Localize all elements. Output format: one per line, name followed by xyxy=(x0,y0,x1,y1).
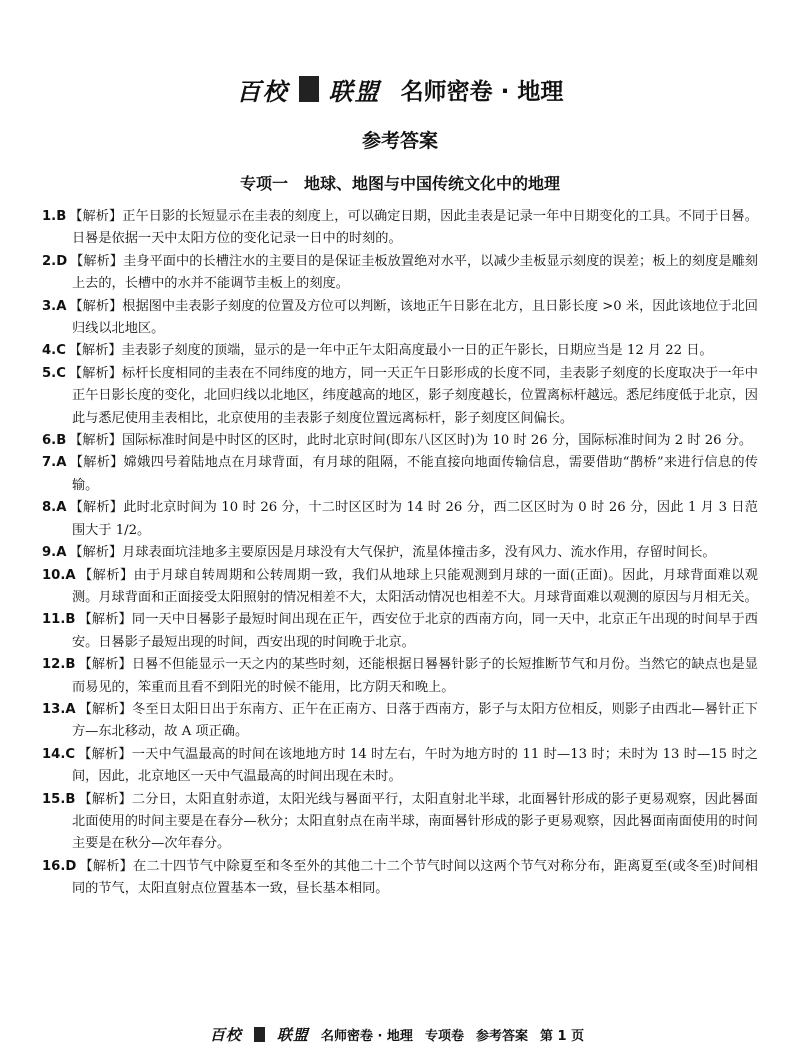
answer-explanation: 【解析】由于月球自转周期和公转周期一致，我们从地球上只能观测到月球的一面(正面)。因此，月球背面难以观测。月球背面和正面接受太阳照射的情况相差不大，太阳活动情况也相差不大。月球背面难以观测的原因与月相无关。 xyxy=(72,567,758,605)
answer-item xyxy=(42,251,758,296)
answer-item xyxy=(42,609,758,654)
brand-name-right: 联盟 xyxy=(328,76,381,106)
question-number: 8. xyxy=(42,500,57,516)
answer-explanation: 【解析】此时北京时间为 10 时 26 分，十二时区区时为 14 时 26 分，西二区区时为 0 时 26 分，因此 1 月 3 日范围大于 1/2。 xyxy=(69,500,758,538)
answer-choice: A xyxy=(56,545,67,561)
answer-explanation: 【解析】圭表影子刻度的顶端，显示的是一年中正午太阳高度最小一日的正午影长，日期应当是 12 月 22 日。 xyxy=(68,343,713,359)
question-number: 3. xyxy=(42,298,57,314)
question-number: 13. xyxy=(42,701,66,717)
answer-explanation: 【解析】一天中气温最高的时间在该地地方时 14 时左右，午时为地方时的 11 时—13 时；未时为 13 时—15 时之间，因此，北京地区一天中气温最高的时间出现在未时。 xyxy=(72,746,758,785)
seal-logo xyxy=(299,76,319,102)
page-header xyxy=(42,72,758,106)
question-number: 9. xyxy=(42,545,57,561)
answer-choice: B xyxy=(56,209,67,224)
answer-item xyxy=(42,654,758,699)
section-title: 专项一 地球、地图与中国传统文化中的地理 xyxy=(239,174,560,193)
answer-choice: D xyxy=(56,253,68,269)
answer-choice: C xyxy=(56,365,66,381)
answer-explanation: 【解析】根据图中圭表影子刻度的位置及方位可以判断，该地正午日影在北方，且日影长度 >0 米，因此该地位于北回归线以北地区。 xyxy=(69,298,758,337)
page-number: 第 1 页 xyxy=(539,1029,585,1044)
footer-label: 参考答案 xyxy=(475,1029,528,1044)
paper-title: 名师密卷 · 地理 xyxy=(400,78,564,105)
answer-item xyxy=(42,856,758,901)
answer-explanation: 【解析】在二十四节气中除夏至和冬至外的其他二十二个节气时间以这两个节气对称分布，距离夏至(或冬至)时间相同的节气，太阳直射点位置基本一致，昼长基本相同。 xyxy=(72,858,758,897)
footer-brand-right: 联盟 xyxy=(276,1026,309,1044)
answer-explanation: 【解析】日晷不但能显示一天之内的某些时刻，还能根据日晷晷针影子的长短推断节气和月份。当然它的缺点也是显而易见的，笨重而且看不到阳光的时候不能用，比方阴天和晚上。 xyxy=(72,657,758,695)
question-number: 7. xyxy=(42,455,57,471)
question-number: 6. xyxy=(42,433,57,449)
answer-explanation: 【解析】冬至日太阳日出于东南方、正午在正南方、日落于西南方，影子与太阳方位相反，则影子由西北—晷针正下方—东北移动，故 A 项正确。 xyxy=(72,701,758,740)
answer-choice: A xyxy=(65,567,76,583)
answer-choice: A xyxy=(56,455,67,471)
footer-title: 名师密卷 · 地理 xyxy=(320,1029,413,1044)
question-number: 2. xyxy=(42,253,57,269)
question-number: 1. xyxy=(42,209,57,224)
answer-choice: B xyxy=(65,791,76,807)
answer-choice: C xyxy=(56,343,66,359)
answer-item xyxy=(42,744,758,789)
answer-choice: D xyxy=(65,858,77,874)
answer-explanation: 【解析】同一天中日晷影子最短时间出现在正午，西安位于北京的西南方向，同一天中，北京正午出现的时间早于西安。日晷影子最短出现的时间，西安出现的时间晚于北京。 xyxy=(72,612,758,650)
answer-item xyxy=(42,497,758,542)
answer-explanation: 【解析】标杆长度相同的圭表在不同纬度的地方，同一天正午日影形成的长度不同，圭表影子刻度的长度取决于一年中正午日影长度的变化，北回归线以北地区，纬度越高的地区，影子刻度越长，位置离标杆越远。悉尼纬度低于北京，因此与悉尼使用圭表相比，北京使用的圭表影子刻度位置远离标杆，影子刻度区间偏长。 xyxy=(68,365,758,426)
answer-key-heading: 参考答案 xyxy=(361,130,438,152)
footer-seal-logo xyxy=(254,1027,265,1042)
footer-category: 专项卷 xyxy=(424,1029,464,1044)
question-number: 4. xyxy=(42,343,57,359)
answer-item xyxy=(42,699,758,744)
question-number: 11. xyxy=(42,612,66,628)
question-number: 14. xyxy=(42,746,66,762)
answer-item xyxy=(42,430,758,452)
answer-item xyxy=(42,206,758,251)
answer-item xyxy=(42,452,758,497)
answer-choice: B xyxy=(56,433,67,449)
question-number: 10. xyxy=(42,567,66,583)
answer-explanation: 【解析】嫦娥四号着陆地点在月球背面，有月球的阻隔，不能直接向地面传输信息，需要借助“鹊桥”来进行信息的传输。 xyxy=(69,455,758,493)
question-number: 12. xyxy=(42,657,66,673)
answer-explanation: 【解析】二分日，太阳直射赤道，太阳光线与晷面平行，太阳直射北半球，北面晷针形成的影子更易观察，因此晷面北面使用的时间主要是在春分—秋分；太阳直射点在南半球，南面晷针形成的影子更易观察，因此晷面南面使用的时间主要是在秋分—次年春分。 xyxy=(72,791,758,852)
answer-choice: A xyxy=(56,500,67,516)
question-number: 16. xyxy=(42,858,66,874)
answer-choice: B xyxy=(65,657,76,673)
answer-explanation: 【解析】圭身平面中的长槽注水的主要目的是保证圭板放置绝对水平，以减少圭板显示刻度的误差；板上的刻度是雕刻上去的，长槽中的水并不能调节圭板上的刻度。 xyxy=(70,253,758,292)
answer-list xyxy=(42,206,758,901)
answer-choice: B xyxy=(65,612,76,628)
answer-choice: A xyxy=(56,298,67,314)
answer-choice: A xyxy=(65,701,76,717)
answer-explanation: 【解析】国际标准时间是中时区的区时，此时北京时间(即东八区区时)为 10 时 26 分，国际标准时间为 2 时 26 分。 xyxy=(69,433,753,449)
answer-explanation: 【解析】正午日影的长短显示在圭表的刻度上，可以确定日期，因此圭表是记录一年中日期变化的工具。不同于日晷。日晷是依据一天中太阳方位的变化记录一日中的时刻的。 xyxy=(69,209,758,247)
question-number: 15. xyxy=(42,791,66,807)
answer-item xyxy=(42,340,758,362)
answer-item xyxy=(42,296,758,341)
answer-item xyxy=(42,363,758,430)
page-footer xyxy=(0,1024,794,1045)
answer-item xyxy=(42,565,758,610)
answer-item xyxy=(42,789,758,856)
answer-explanation: 【解析】月球表面坑洼地多主要原因是月球没有大气保护，流星体撞击多，没有风力、流水作用，存留时间长。 xyxy=(69,545,716,561)
answer-item xyxy=(42,542,758,564)
answer-choice: C xyxy=(65,746,76,762)
brand-name-left: 百校 xyxy=(236,76,289,106)
question-number: 5. xyxy=(42,365,57,381)
footer-brand-left: 百校 xyxy=(209,1026,242,1044)
